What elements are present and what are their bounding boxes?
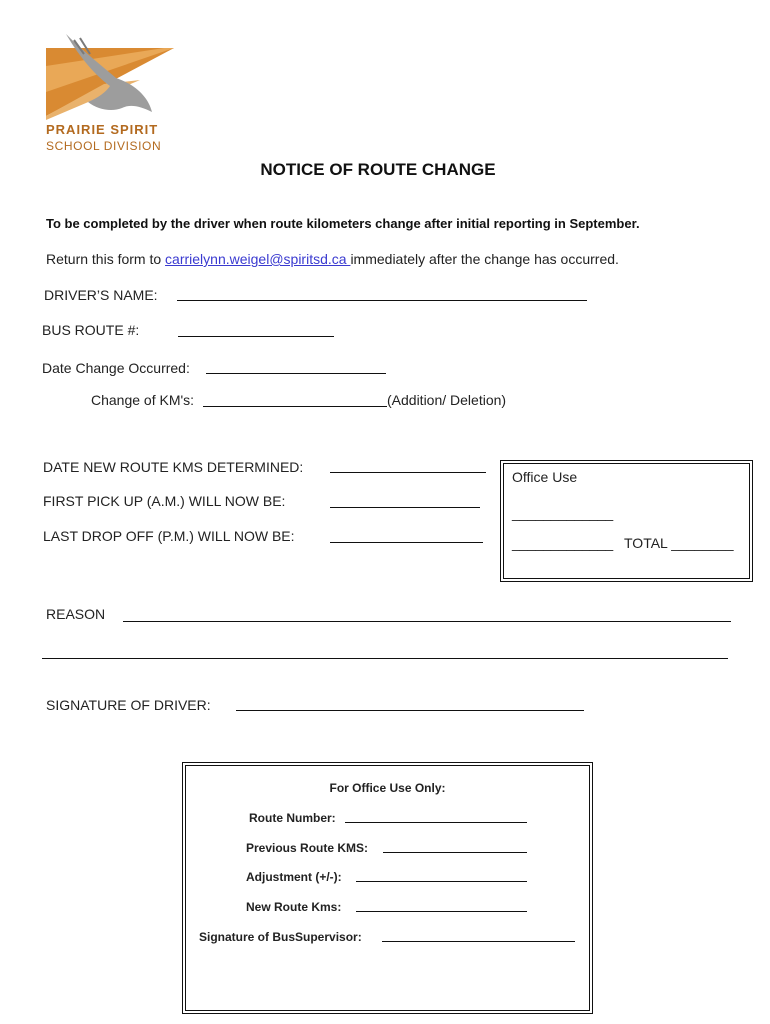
supervisor-signature-label: Signature of BusSupervisor: bbox=[199, 930, 362, 944]
change-kms-field[interactable] bbox=[203, 406, 387, 407]
date-change-label: Date Change Occurred: bbox=[42, 360, 190, 376]
supervisor-signature-field[interactable] bbox=[382, 941, 575, 942]
bus-route-field[interactable] bbox=[178, 336, 334, 337]
addition-deletion-label: (Addition/ Deletion) bbox=[387, 392, 507, 408]
route-number-label: Route Number: bbox=[249, 811, 336, 825]
last-dropoff-field[interactable] bbox=[330, 542, 483, 543]
office-use-title: Office Use bbox=[512, 469, 578, 485]
logo-line-2: SCHOOL DIVISION bbox=[46, 139, 162, 153]
last-dropoff-label: LAST DROP OFF (P.M.) WILL NOW BE: bbox=[43, 528, 295, 544]
office-use-total: TOTAL ________ bbox=[624, 535, 734, 551]
change-kms-label: Change of KM's: bbox=[91, 392, 195, 408]
signature-label: SIGNATURE OF DRIVER: bbox=[46, 697, 211, 713]
date-determined-field[interactable] bbox=[330, 472, 486, 473]
office-use-blank-1: _____________ bbox=[512, 505, 614, 521]
prairie-spirit-logo-icon bbox=[44, 32, 184, 124]
date-change-field[interactable] bbox=[206, 373, 386, 374]
logo-line-1: PRAIRIE SPIRIT bbox=[46, 122, 159, 137]
office-only-title: For Office Use Only: bbox=[329, 781, 446, 795]
date-determined-label: DATE NEW ROUTE KMS DETERMINED: bbox=[43, 459, 304, 475]
office-only-box bbox=[182, 762, 593, 1014]
drivers-name-field[interactable] bbox=[177, 300, 587, 301]
first-pickup-field[interactable] bbox=[330, 507, 480, 508]
page-title: NOTICE OF ROUTE CHANGE bbox=[260, 160, 496, 179]
return-text-before: Return this form to bbox=[46, 251, 166, 267]
reason-field-line-2[interactable] bbox=[42, 658, 728, 659]
email-link[interactable]: carrielynn.weigel@spiritsd.ca bbox=[165, 251, 351, 267]
new-kms-label: New Route Kms: bbox=[246, 900, 342, 914]
reason-label: REASON bbox=[46, 606, 106, 622]
first-pickup-label: FIRST PICK UP (A.M.) WILL NOW BE: bbox=[43, 493, 286, 509]
reason-field-line-1[interactable] bbox=[123, 621, 731, 622]
adjustment-field[interactable] bbox=[356, 881, 527, 882]
office-use-blank-2: _____________ bbox=[512, 535, 614, 551]
new-kms-field[interactable] bbox=[356, 911, 527, 912]
office-use-box bbox=[500, 460, 753, 582]
drivers-name-label: DRIVER’S NAME: bbox=[44, 287, 158, 303]
return-text-after: immediately after the change has occurred. bbox=[350, 251, 619, 267]
route-number-field[interactable] bbox=[345, 822, 527, 823]
previous-kms-label: Previous Route KMS: bbox=[246, 841, 369, 855]
instruction-text: To be completed by the driver when route kilometers change after initial reporting in September. bbox=[46, 216, 640, 231]
previous-kms-field[interactable] bbox=[383, 852, 527, 853]
logo bbox=[44, 32, 184, 158]
return-instructions bbox=[46, 251, 619, 267]
signature-field[interactable] bbox=[236, 710, 584, 711]
adjustment-label: Adjustment (+/-): bbox=[246, 870, 342, 884]
bus-route-label: BUS ROUTE #: bbox=[42, 322, 140, 338]
